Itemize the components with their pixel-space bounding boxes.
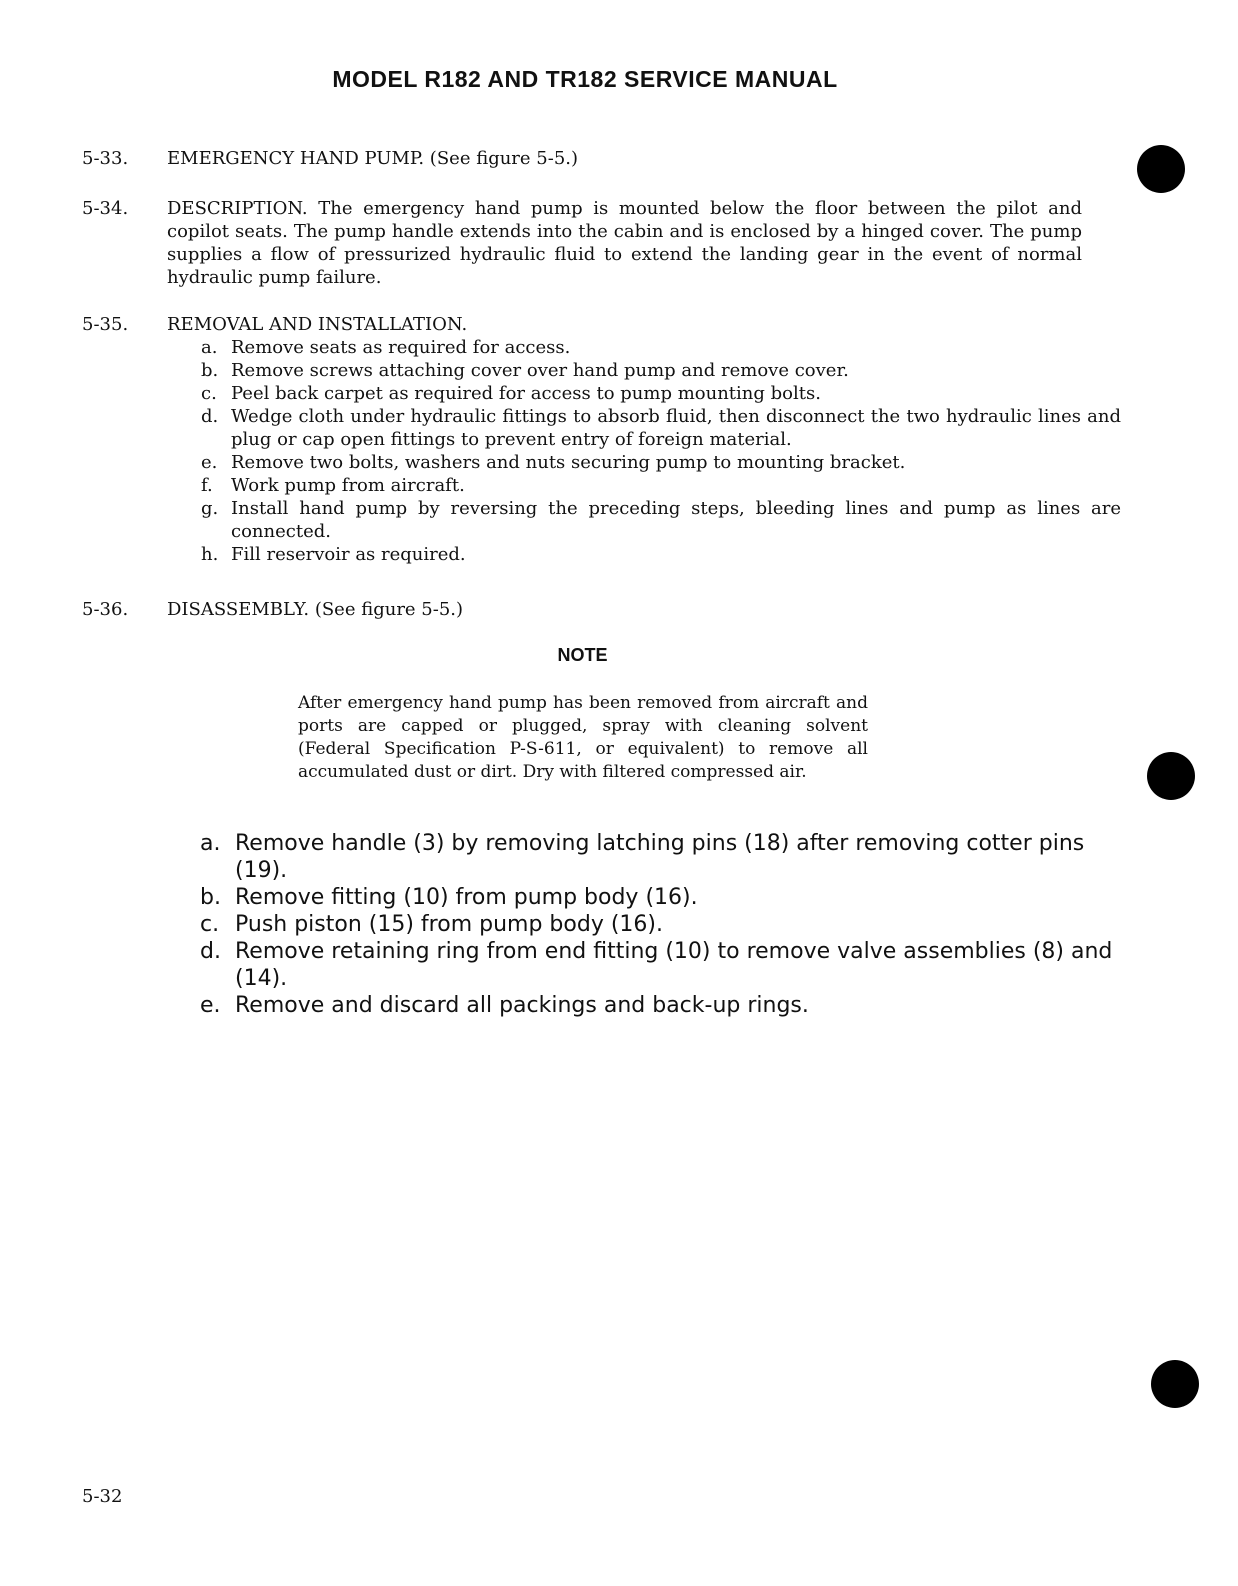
section-number: 5-34. [82, 198, 129, 219]
list-item [201, 497, 1121, 543]
step-letter: c. [200, 912, 220, 937]
step-letter: a. [201, 337, 218, 358]
step-letter: b. [201, 360, 219, 381]
step-text: Remove retaining ring from end fitting (10) to remove valve assemblies (8) and (14). [235, 939, 1113, 991]
section-5-34 [82, 197, 1102, 289]
page-title: MODEL R182 AND TR182 SERVICE MANUAL [332, 66, 838, 92]
binder-hole-top [1137, 145, 1185, 193]
step-text: Remove seats as required for access. [231, 337, 571, 358]
step-text: Peel back carpet as required for access to pump mounting bolts. [231, 383, 821, 404]
step-text: Remove handle (3) by removing latching pins (18) after removing cotter pins (19). [235, 831, 1085, 883]
step-letter: h. [201, 544, 219, 565]
step-letter: g. [201, 498, 219, 519]
step-text: Remove and discard all packings and back-up rings. [235, 993, 809, 1018]
description-paragraph: DESCRIPTION. The emergency hand pump is mounted below the floor between the pilot and copilot seats. The pump handle extends into the cabin and is enclosed by a hinged cover. The pump supplies a flow of pressurized hydraulic fluid to extend the landing gear in the event of normal hydraulic pump failure. [167, 198, 1082, 288]
step-letter: d. [201, 406, 219, 427]
list-item [200, 992, 1120, 1019]
step-text: Remove screws attaching cover over hand pump and remove cover. [231, 360, 849, 381]
step-text: Push piston (15) from pump body (16). [235, 912, 663, 937]
list-item [200, 938, 1120, 992]
step-letter: a. [200, 831, 221, 856]
step-letter: d. [200, 939, 221, 964]
section-number: 5-36. [82, 599, 129, 620]
section-5-35 [82, 313, 1102, 336]
note-text: After emergency hand pump has been removed from aircraft and ports are capped or plugged, spray with cleaning solvent (Federal Specification P-S-611, or equivalent) to remove all accumulated dust or dirt. Dry with filtered compressed air. [298, 693, 868, 782]
step-letter: f. [201, 475, 213, 496]
step-letter: e. [200, 993, 221, 1018]
note-heading: NOTE [557, 645, 608, 665]
step-letter: b. [200, 885, 221, 910]
removal-steps-list [201, 336, 1121, 566]
list-item [201, 359, 1121, 382]
section-heading: DISASSEMBLY. (See figure 5-5.) [167, 599, 464, 620]
section-heading: REMOVAL AND INSTALLATION. [167, 314, 468, 335]
list-item [201, 543, 1121, 566]
page-number: 5-32 [82, 1486, 123, 1507]
binder-hole-bottom [1151, 1360, 1199, 1408]
list-item [200, 830, 1120, 884]
step-letter: c. [201, 383, 217, 404]
section-number: 5-35. [82, 314, 129, 335]
step-text: Install hand pump by reversing the preceding steps, bleeding lines and pump as lines are connected. [231, 498, 1121, 542]
disassembly-steps-list [200, 830, 1120, 1019]
list-item [201, 474, 1121, 497]
step-text: Fill reservoir as required. [231, 544, 466, 565]
list-item [201, 451, 1121, 474]
list-item [200, 884, 1120, 911]
step-text: Wedge cloth under hydraulic fittings to absorb fluid, then disconnect the two hydraulic lines and plug or cap open fittings to prevent entry of foreign material. [231, 406, 1121, 450]
section-heading: EMERGENCY HAND PUMP. (See figure 5-5.) [167, 148, 579, 169]
section-5-36 [82, 598, 1102, 621]
step-text: Work pump from aircraft. [231, 475, 465, 496]
section-5-33 [82, 147, 1102, 170]
step-text: Remove fitting (10) from pump body (16). [235, 885, 698, 910]
list-item [201, 336, 1121, 359]
list-item [200, 911, 1120, 938]
list-item [201, 405, 1121, 451]
section-number: 5-33. [82, 148, 129, 169]
binder-hole-middle [1147, 752, 1195, 800]
step-text: Remove two bolts, washers and nuts securing pump to mounting bracket. [231, 452, 906, 473]
list-item [201, 382, 1121, 405]
step-letter: e. [201, 452, 218, 473]
